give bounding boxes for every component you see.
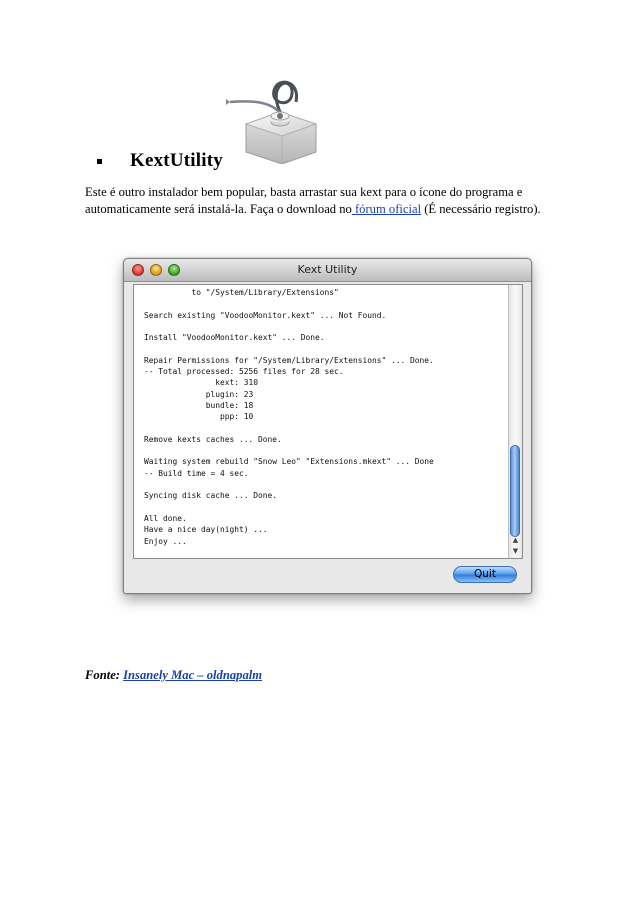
log-line: bundle: 18 <box>205 400 254 410</box>
scrollbar-thumb[interactable] <box>510 445 520 537</box>
log-line: Have a nice day(night) ... <box>144 525 268 535</box>
log-line: Install "VoodooMonitor.kext" ... Done. <box>144 333 325 343</box>
source-credit <box>85 668 262 683</box>
log-line: -- Total processed: 5256 files for 28 sec. <box>144 367 344 377</box>
description-paragraph <box>85 184 555 218</box>
scroll-down-arrow-icon[interactable]: ▼ <box>512 547 519 555</box>
log-line: kext: 310 <box>215 378 259 388</box>
quit-button[interactable]: Quit <box>453 566 517 583</box>
kextutility-app-icon <box>224 72 324 164</box>
vertical-scrollbar[interactable] <box>508 285 522 558</box>
log-line: Remove kexts caches ... Done. <box>144 434 282 444</box>
log-output <box>134 285 522 547</box>
section-heading: KextUtility <box>130 150 223 171</box>
log-line: Repair Permissions for "/System/Library/Extensions" ... Done. <box>144 355 434 365</box>
log-line: Search existing "VoodooMonitor.kext" ... Not Found. <box>144 310 387 320</box>
log-line: All done. <box>144 513 187 523</box>
log-line: plugin: 23 <box>205 389 254 399</box>
heading-list-item <box>97 150 223 172</box>
window-titlebar[interactable] <box>124 259 531 282</box>
log-line: ppp: 10 <box>220 412 254 422</box>
log-line: Enjoy ... <box>144 536 187 546</box>
log-line: Waiting system rebuild "Snow Leo" "Extensions.mkext" ... Done <box>144 457 434 467</box>
bullet-icon <box>97 159 102 164</box>
log-line: -- Build time = 4 sec. <box>144 468 249 478</box>
forum-link[interactable]: fórum oficial <box>351 202 422 216</box>
kext-utility-window <box>123 258 532 594</box>
log-textarea[interactable] <box>133 284 523 559</box>
log-line: to "/System/Library/Extensions" <box>191 288 339 297</box>
log-line: Syncing disk cache ... Done. <box>144 491 278 501</box>
paragraph-text-before: Este é outro instalador bem popular, basta arrastar sua kext para o ícone do programa e automaticamente será instalá-la. Faça o download no <box>85 185 523 216</box>
source-label: Fonte: <box>85 668 120 682</box>
paragraph-text-after: (É necessário registro). <box>421 202 541 216</box>
source-link[interactable]: Insanely Mac – oldnapalm <box>123 668 263 682</box>
scroll-up-arrow-icon[interactable]: ▲ <box>512 536 519 544</box>
window-title: Kext Utility <box>297 263 358 276</box>
